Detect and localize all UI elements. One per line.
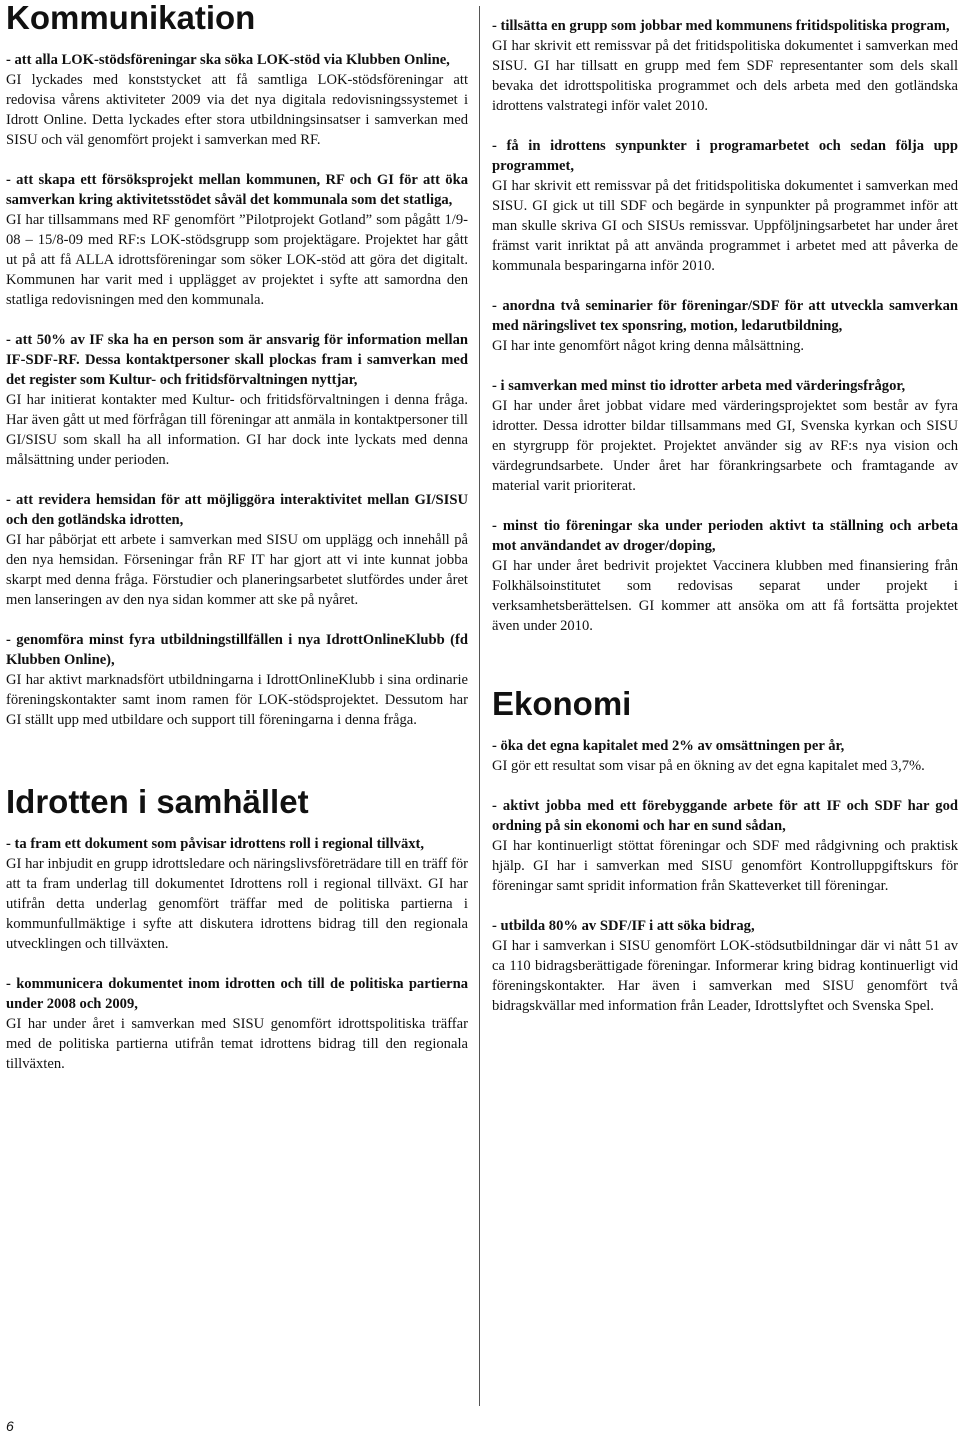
goal-title: - tillsätta en grupp som jobbar med kommunens fritidspolitiska program, xyxy=(492,18,950,34)
goal-title: - i samverkan med minst tio idrotter arbeta med värderingsfrågor, xyxy=(492,378,906,394)
goal-paragraph xyxy=(492,296,958,356)
goal-result: GI lyckades med konststycket att få samtliga LOK-stödsföreningar att redovisa vårens aktiviteter 2009 via det nya digitala redovisningssystemet i Idrott Online. Detta lyckades efter stora utbildningsinsatser i samverkan med SISU och väl genomfört projekt i samverkan med RF. xyxy=(6,72,468,148)
goal-title: - ta fram ett dokument som påvisar idrottens roll i regional tillväxt, xyxy=(6,836,425,852)
right-column xyxy=(492,0,958,1036)
section-heading-ekonomi: Ekonomi xyxy=(492,685,632,722)
spacer xyxy=(492,0,958,16)
goal-paragraph xyxy=(492,796,958,896)
goal-title: - kommunicera dokumentet inom idrotten och till de politiska partierna under 2008 och 2009, xyxy=(6,976,468,1012)
goal-paragraph xyxy=(6,630,468,730)
goal-paragraph xyxy=(6,50,468,150)
goal-paragraph xyxy=(6,330,468,470)
goal-paragraph xyxy=(6,974,468,1074)
goal-result: GI har kontinuerligt stöttat föreningar och SDF med rådgivning och praktisk hjälp. GI har i samverkan med SISU genomfört Kontrolluppgiftskurs för föreningar samt spridit information från Skatteverket till föreningar. xyxy=(492,838,958,894)
goal-result: GI har under året jobbat vidare med värderingsprojektet som består av fyra idrotter. Dessa idrotter bildar tillsammans med GI, Svenska kyrkan och SISU en styrgrupp för projektet. Projektet använder sig av RF:s nya vision och värdegrundsarbete. Under året har förankringsarbete och framtagande av material varit prioriterat. xyxy=(492,398,958,494)
goal-result: GI har inte genomfört något kring denna målsättning. xyxy=(492,338,805,354)
section-idrotten-continued xyxy=(492,16,958,636)
goal-paragraph xyxy=(492,516,958,636)
spacer xyxy=(6,750,468,784)
goal-title: - att skapa ett försöksprojekt mellan kommunen, RF och GI för att öka samverkan kring aktivitetsstödet såväl det kommunala som det statliga, xyxy=(6,172,468,208)
section-ekonomi xyxy=(492,736,958,1016)
spacer xyxy=(492,656,958,686)
goal-result: GI har inbjudit en grupp idrottsledare och näringslivsföreträdare till en träff för att ta fram underlag till dokumentet Idrottens roll i regional tillväxt. GI har utifrån detta underlag genomfört träffar med de politiska partierna i kommunfullmäktige i syfte att diskutera idrottens bidrag till den regionala utvecklingen och tillväxten. xyxy=(6,856,468,952)
goal-paragraph xyxy=(492,376,958,496)
goal-paragraph xyxy=(492,736,958,776)
left-column xyxy=(6,0,468,1094)
goal-paragraph xyxy=(492,916,958,1016)
goal-title: - utbilda 80% av SDF/IF i att söka bidrag, xyxy=(492,918,755,934)
goal-paragraph xyxy=(6,834,468,954)
goal-result: GI har aktivt marknadsfört utbildningarna i IdrottOnlineKlubb i sina ordinarie föreningskontakter samt inom ramen för LOK-stödsprojektet. Dessutom har GI ställt upp med utbildare och support till föreningarna i denna fråga. xyxy=(6,672,468,728)
column-divider xyxy=(479,6,480,1406)
goal-title: - att revidera hemsidan för att möjliggöra interaktivitet mellan GI/SISU och den gotländska idrotten, xyxy=(6,492,468,528)
goal-paragraph xyxy=(6,170,468,310)
goal-title: - att 50% av IF ska ha en person som är ansvarig för information mellan IF-SDF-RF. Dessa kontaktpersoner skall plockas fram i samverkan med det register som Kultur- och fritidsförvaltningen nyttjar, xyxy=(6,332,468,388)
goal-paragraph xyxy=(492,136,958,276)
goal-result: GI gör ett resultat som visar på en ökning av det egna kapitalet med 3,7%. xyxy=(492,758,925,774)
goal-result: GI har skrivit ett remissvar på det fritidspolitiska dokumentet i samverkan med SISU. GI gick ut till SDF och begärde in synpunkter på programmet inför att man skulle skriva GI och SISUs remissvar. Uppföljningsarbetet har under året främst varit inriktat på att använda programmet i arbetet med att påverka de kommunala besparingarna inför 2010. xyxy=(492,178,958,274)
goal-result: GI har initierat kontakter med Kultur- och fritidsförvaltningen i denna fråga. Har även gått ut med förfrågan till föreningar att anmäla in kontaktpersoner till GI/SISU som skall ha all information. GI har dock inte lyckats med denna målsättning under perioden. xyxy=(6,392,468,468)
goal-title: - anordna två seminarier för föreningar/SDF för att utveckla samverkan med näringslivet tex sponsring, motion, ledarutbildning, xyxy=(492,298,958,334)
goal-title: - minst tio föreningar ska under perioden aktivt ta ställning och arbeta mot användandet av droger/doping, xyxy=(492,518,958,554)
goal-result: GI har i samverkan i SISU genomfört LOK-stödsutbildningar där vi nått 51 av ca 110 bidragsberättigade föreningar. Informerar kring bidrag kontinuerligt vid föreningskontakter. Har även i samverkan med SISU genomfört två bidragskvällar med information från Leader, Idrottslyftet och Svenska Spel. xyxy=(492,938,958,1014)
goal-paragraph xyxy=(492,16,958,116)
goal-title: - öka det egna kapitalet med 2% av omsättningen per år, xyxy=(492,738,845,754)
page-number: 6 xyxy=(6,1418,14,1434)
goal-title: - få in idrottens synpunkter i programarbetet och sedan följa upp programmet, xyxy=(492,138,958,174)
goal-title: - genomföra minst fyra utbildningstillfällen i nya IdrottOnlineKlubb (fd Klubben Online), xyxy=(6,632,468,668)
section-idrotten xyxy=(6,834,468,1074)
goal-result: GI har under året bedrivit projektet Vaccinera klubben med finansiering från Folkhälsoinstitutet som redovisas separat under projekt i verksamhetsberättelsen. GI kommer att ansöka om att få fortsätta projektet även under 2010. xyxy=(492,558,958,634)
section-kommunikation xyxy=(6,50,468,730)
goal-result: GI har under året i samverkan med SISU genomfört idrottspolitiska träffar med de politiska partierna utifrån temat idrottens bidrag till den regionala tillväxten. xyxy=(6,1016,468,1072)
goal-result: GI har påbörjat ett arbete i samverkan med SISU om upplägg och innehåll på den nya hemsidan. Förseningar från RF IT har gjort att vi inte kunnat jobba skarpt med denna fråga. Förstudier och planeringsarbetet slutfördes under året men lanseringen av den nya sidan kommer att ske på nyåret. xyxy=(6,532,468,608)
goal-paragraph xyxy=(6,490,468,610)
section-heading-idrotten: Idrotten i samhället xyxy=(6,783,309,820)
goal-title: - att alla LOK-stödsföreningar ska söka LOK-stöd via Klubben Online, xyxy=(6,52,450,68)
goal-result: GI har tillsammans med RF genomfört ”Pilotprojekt Gotland” som pågått 1/9-08 – 15/8-09 med RF:s LOK-stödsgrupp som projektägare. Projektet har gått ut på att få ALLA idrottsföreningar som söker LOK-stöd att göra det digitalt. Kommunen har varit med i upplägget av projektet i syfte att samordna den statliga redovisningen med den kommunala. xyxy=(6,212,468,308)
goal-result: GI har skrivit ett remissvar på det fritidspolitiska dokumentet i samverkan med SISU. GI har tillsatt en grupp med fem SDF representanter som dels skall bevaka det idrottspolitiska programmet och dels arbeta med den gotländska idrottens valstrategi inför valet 2010. xyxy=(492,38,958,114)
section-heading-kommunikation: Kommunikation xyxy=(6,0,256,36)
goal-title: - aktivt jobba med ett förebyggande arbete för att IF och SDF har god ordning på sin ekonomi och har en sund sådan, xyxy=(492,798,958,834)
